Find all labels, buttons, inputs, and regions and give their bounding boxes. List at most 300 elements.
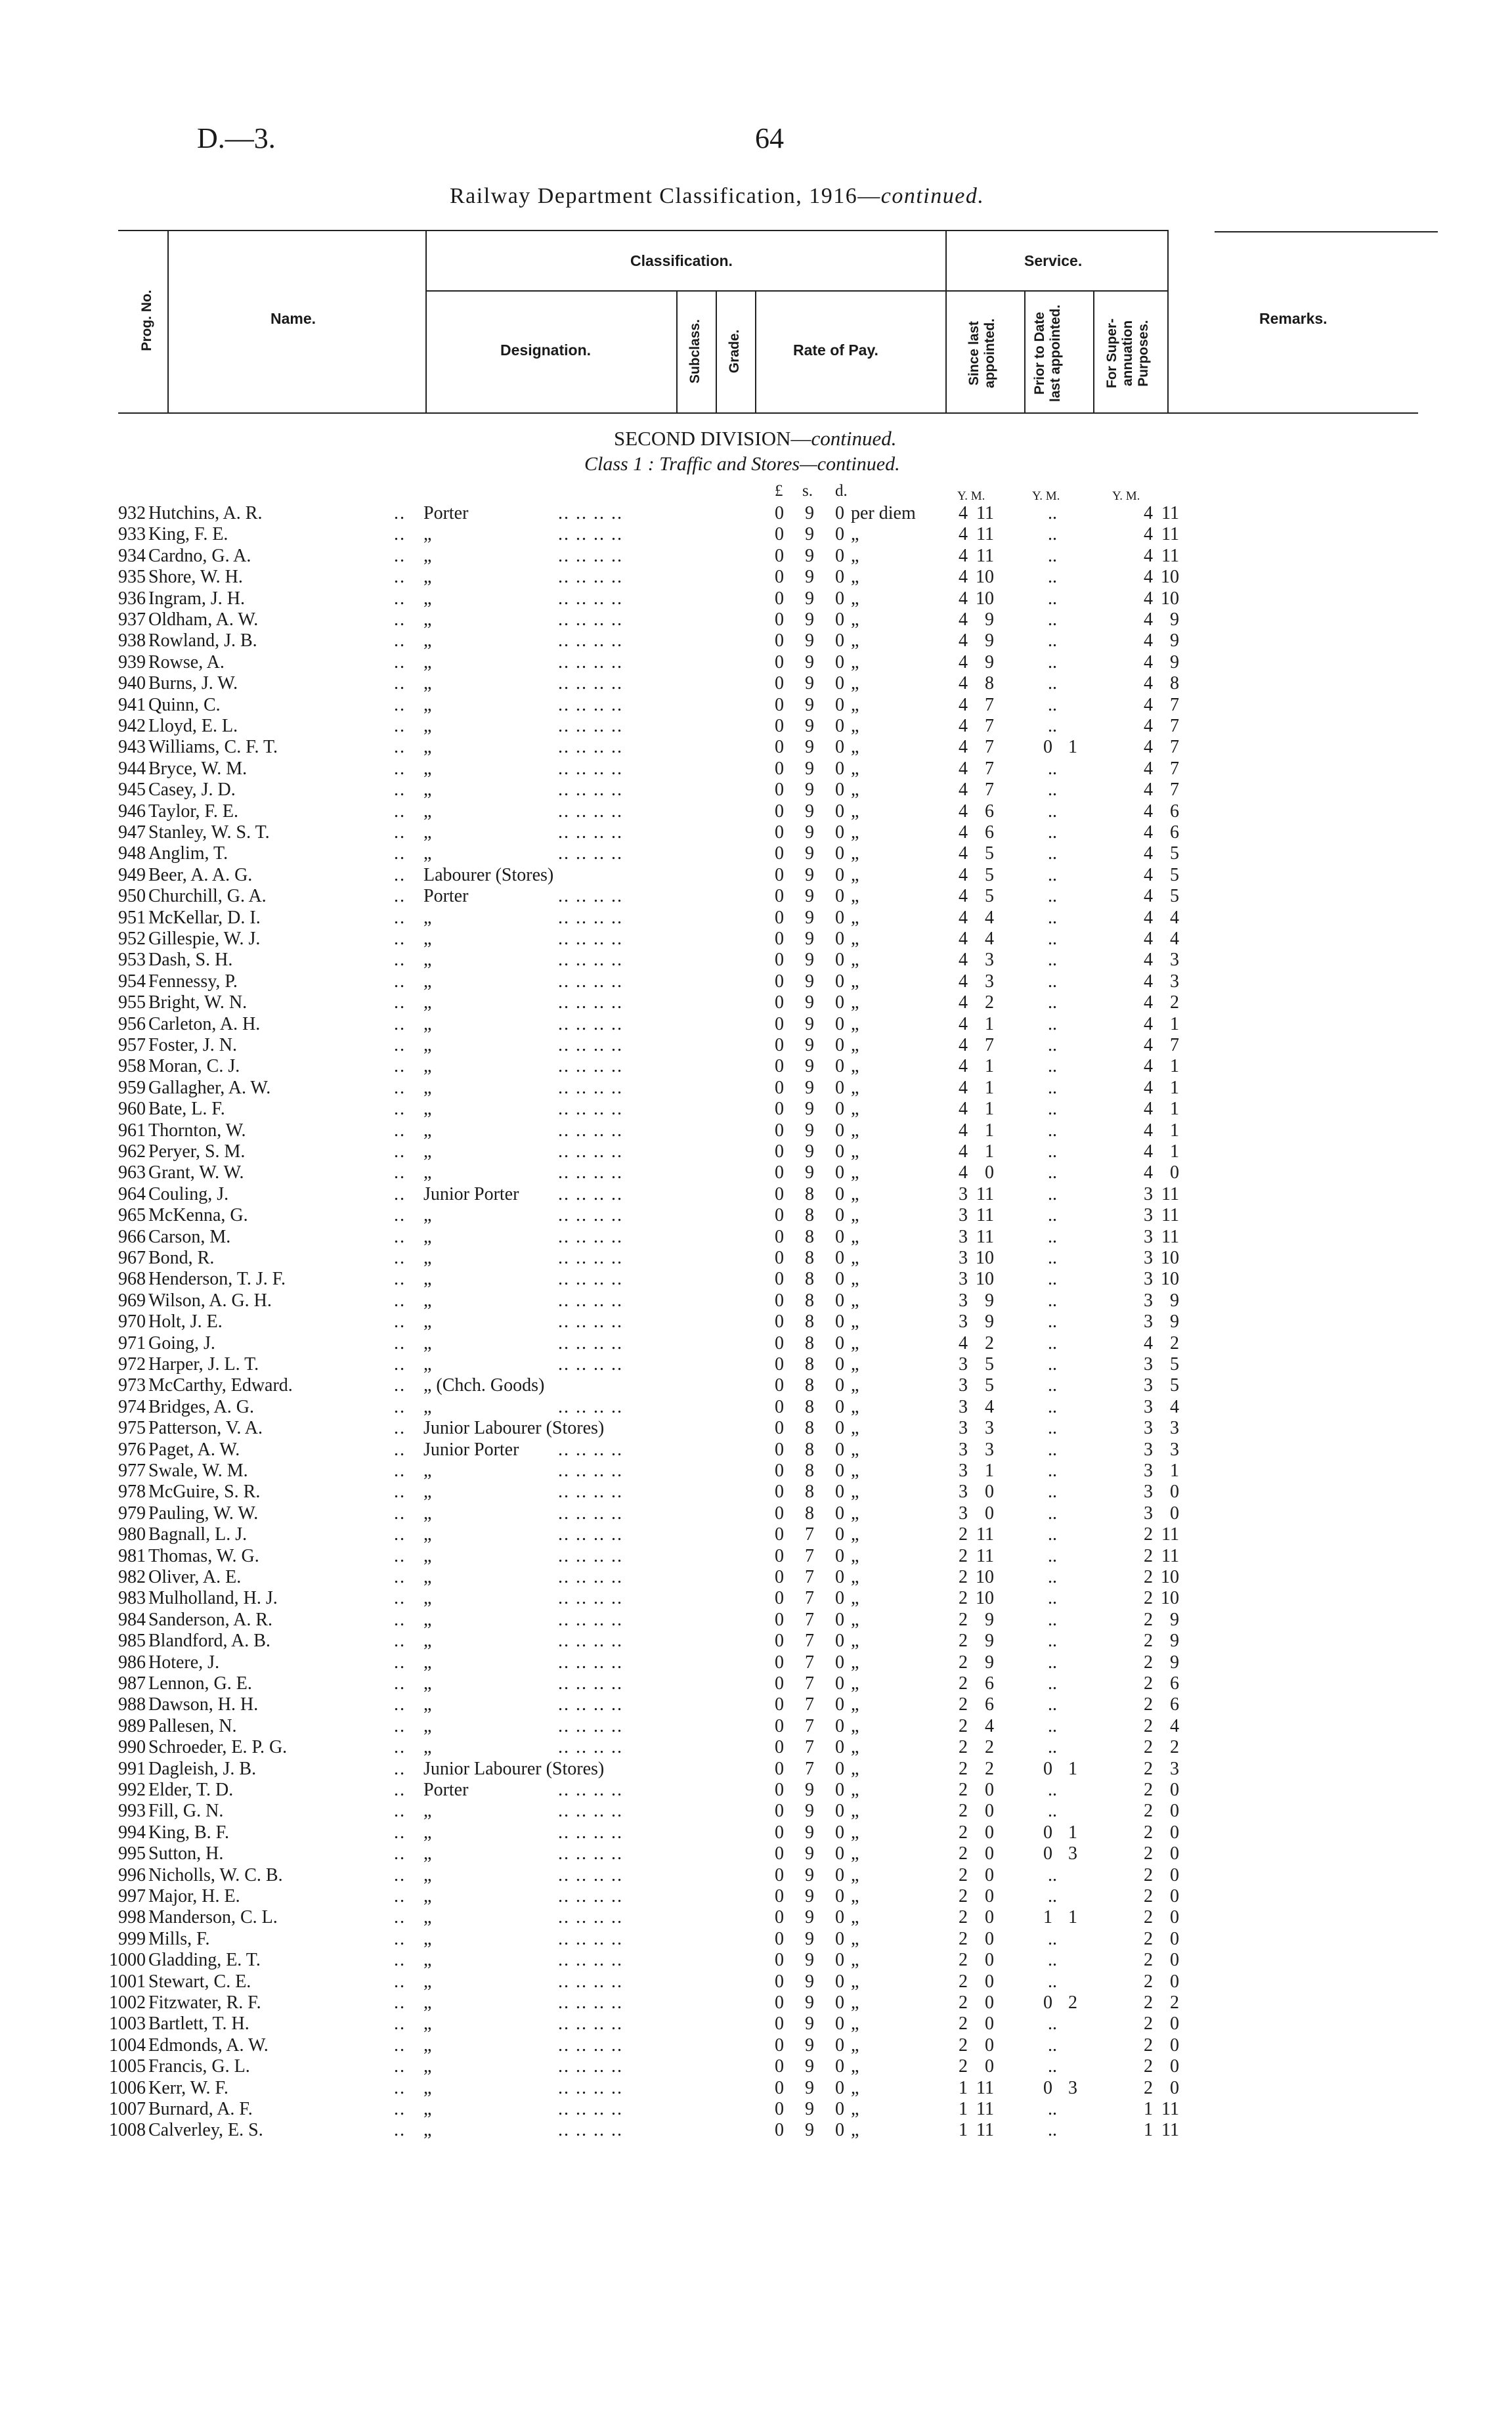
cell-fm: 9 — [1170, 630, 1179, 651]
dot-leader: .. — [394, 1503, 406, 1524]
cell-sm: 11 — [976, 2120, 994, 2141]
dot-leader: .. .. .. .. — [558, 843, 623, 864]
table-row — [0, 1461, 1512, 1482]
cell-des: „ — [423, 1631, 432, 1652]
cell-sy: 4 — [959, 780, 968, 801]
cell-d: 0 — [835, 2056, 844, 2077]
cell-fm: 1 — [1170, 1013, 1179, 1034]
dot-leader: .. .. .. .. — [558, 651, 623, 672]
cell-sy: 2 — [959, 1801, 968, 1822]
cell-name: Edmonds, A. W. — [148, 2035, 269, 2056]
table-row — [0, 1440, 1512, 1461]
cell-no: 998 — [118, 1907, 146, 1928]
cell-fy: 3 — [1144, 1375, 1153, 1396]
cell-sm: 7 — [985, 694, 994, 715]
cell-fy: 2 — [1144, 1992, 1153, 2013]
cell-no: 934 — [118, 545, 146, 566]
cell-des: „ — [423, 1886, 432, 1906]
cell-per: „ — [851, 1907, 859, 1928]
dot-leader: .. — [394, 1396, 406, 1417]
cell-d: 0 — [835, 1758, 844, 1779]
table-row — [0, 588, 1512, 609]
cell-no: 1000 — [109, 1950, 146, 1971]
cell-name: Harper, J. L. T. — [148, 1354, 259, 1375]
cell-l: 0 — [775, 1801, 784, 1822]
dot-leader: .. — [394, 1099, 406, 1120]
cell-fm: 11 — [1161, 1183, 1179, 1204]
cell-pm: 3 — [1068, 2077, 1077, 2098]
cell-des: „ — [423, 651, 432, 672]
dot-leader: .. — [394, 1120, 406, 1141]
table-row — [0, 673, 1512, 694]
cell-sy: 2 — [959, 1588, 968, 1609]
cell-per: „ — [851, 1226, 859, 1247]
cell-name: Fennessy, P. — [148, 971, 238, 992]
dot-leader: .. .. .. .. — [558, 1971, 623, 1992]
cell-per: „ — [851, 1950, 859, 1971]
cell-per: „ — [851, 1886, 859, 1906]
cell-d: 0 — [835, 1631, 844, 1652]
dot-leader: .. — [394, 801, 406, 822]
dot-leader: .. — [394, 1864, 406, 1885]
cell-s: 7 — [805, 1609, 814, 1630]
dot-leader: .. .. .. .. — [558, 1992, 623, 2013]
cell-sy: 3 — [959, 1503, 968, 1524]
cell-sm: 6 — [985, 1673, 994, 1694]
cell-s: 8 — [805, 1375, 814, 1396]
cell-sm: 0 — [985, 1162, 994, 1183]
cell-sm: 0 — [985, 1928, 994, 1949]
cell-fm: 4 — [1170, 1715, 1179, 1736]
cell-name: McCarthy, Edward. — [148, 1375, 293, 1396]
cell-sy: 4 — [959, 950, 968, 971]
cell-fy: 4 — [1144, 609, 1153, 630]
cell-per: „ — [851, 567, 859, 588]
cell-l: 0 — [775, 1652, 784, 1673]
cell-l: 0 — [775, 694, 784, 715]
cell-no: 1004 — [109, 2035, 146, 2056]
cell-s: 9 — [805, 545, 814, 566]
cell-sy: 2 — [959, 2056, 968, 2077]
cell-per: „ — [851, 1715, 859, 1736]
cell-fy: 3 — [1144, 1226, 1153, 1247]
cell-s: 7 — [805, 1694, 814, 1715]
cell-l: 0 — [775, 1183, 784, 1204]
cell-fy: 4 — [1144, 780, 1153, 801]
cell-sm: 5 — [985, 886, 994, 907]
cell-name: Bright, W. N. — [148, 992, 248, 1013]
dot-leader: .. — [1048, 2120, 1057, 2141]
cell-d: 0 — [835, 545, 844, 566]
dot-leader: .. — [394, 1652, 406, 1673]
cell-fy: 2 — [1144, 1950, 1153, 1971]
cell-sy: 2 — [959, 1609, 968, 1630]
cell-fy: 4 — [1144, 992, 1153, 1013]
dot-leader: .. .. .. .. — [558, 1013, 623, 1034]
cell-d: 0 — [835, 1482, 844, 1503]
cell-l: 0 — [775, 651, 784, 672]
cell-no: 979 — [118, 1503, 146, 1524]
table-row — [0, 2120, 1512, 2141]
dot-leader: .. — [1048, 886, 1057, 907]
cell-fm: 0 — [1170, 1950, 1179, 1971]
cell-sy: 4 — [959, 1120, 968, 1141]
cell-name: Lennon, G. E. — [148, 1673, 252, 1694]
cell-per: „ — [851, 1758, 859, 1779]
cell-des: „ — [423, 950, 432, 971]
section-title-continued: continued. — [811, 427, 897, 450]
page-title-continued: continued. — [880, 184, 985, 208]
dot-leader: .. — [394, 1567, 406, 1587]
cell-l: 0 — [775, 1013, 784, 1034]
cell-per: „ — [851, 1375, 859, 1396]
dot-leader: .. — [394, 1758, 406, 1779]
table-row — [0, 759, 1512, 780]
cell-fy: 2 — [1144, 2035, 1153, 2056]
dot-leader: .. .. .. .. — [558, 716, 623, 736]
cell-l: 0 — [775, 1567, 784, 1587]
cell-per: „ — [851, 1482, 859, 1503]
cell-des: „ — [423, 2120, 432, 2141]
cell-per: „ — [851, 1864, 859, 1885]
cell-no: 999 — [118, 1928, 146, 1949]
cell-fy: 3 — [1144, 1269, 1153, 1290]
cell-des: „ — [423, 907, 432, 928]
cell-sy: 3 — [959, 1396, 968, 1417]
cell-fy: 1 — [1144, 2099, 1153, 2119]
table-row — [0, 2078, 1512, 2099]
cell-fy: 3 — [1144, 1354, 1153, 1375]
header-col-divider — [1024, 290, 1026, 412]
cell-l: 0 — [775, 1354, 784, 1375]
cell-fm: 0 — [1170, 1801, 1179, 1822]
cell-sm: 7 — [985, 758, 994, 779]
cell-per: „ — [851, 1077, 859, 1098]
cell-s: 9 — [805, 1780, 814, 1800]
cell-sm: 9 — [985, 609, 994, 630]
header-col-divider — [1167, 230, 1169, 412]
cell-s: 9 — [805, 673, 814, 694]
cell-fy: 3 — [1144, 1418, 1153, 1439]
dot-leader: .. — [1048, 630, 1057, 651]
cell-des: „ — [423, 1992, 432, 2013]
dot-leader: .. — [1048, 1056, 1057, 1077]
cell-s: 8 — [805, 1183, 814, 1204]
cell-des: „ — [423, 1567, 432, 1587]
cell-sm: 0 — [985, 1907, 994, 1928]
cell-fm: 9 — [1170, 1631, 1179, 1652]
cell-fm: 0 — [1170, 1886, 1179, 1906]
cell-fm: 9 — [1170, 609, 1179, 630]
cell-des: „ — [423, 1524, 432, 1545]
cell-des: „ — [423, 545, 432, 566]
cell-des: „ — [423, 843, 432, 864]
cell-fy: 4 — [1144, 694, 1153, 715]
cell-d: 0 — [835, 1801, 844, 1822]
cell-per: „ — [851, 651, 859, 672]
dot-leader: .. .. .. .. — [558, 1099, 623, 1120]
table-row — [0, 1375, 1512, 1396]
dot-leader: .. — [394, 822, 406, 843]
cell-des: „ — [423, 929, 432, 949]
dot-leader: .. — [394, 1226, 406, 1247]
cell-name: Patterson, V. A. — [148, 1418, 263, 1439]
cell-fy: 4 — [1144, 929, 1153, 949]
cell-sm: 0 — [985, 1503, 994, 1524]
cell-no: 938 — [118, 630, 146, 651]
cell-fm: 3 — [1170, 950, 1179, 971]
cell-fm: 7 — [1170, 758, 1179, 779]
cell-des: „ — [423, 1141, 432, 1162]
table-row — [0, 1056, 1512, 1077]
cell-l: 0 — [775, 907, 784, 928]
cell-per: „ — [851, 673, 859, 694]
cell-l: 0 — [775, 2056, 784, 2077]
cell-l: 0 — [775, 1992, 784, 2013]
cell-per: „ — [851, 1099, 859, 1120]
cell-no: 949 — [118, 864, 146, 885]
dot-leader: .. — [1048, 992, 1057, 1013]
cell-des: Junior Porter — [423, 1439, 519, 1460]
dot-leader: .. — [1048, 1396, 1057, 1417]
cell-d: 0 — [835, 1864, 844, 1885]
dot-leader: .. .. .. .. — [558, 1396, 623, 1417]
cell-s: 8 — [805, 1461, 814, 1481]
cell-fy: 2 — [1144, 1524, 1153, 1545]
cell-s: 9 — [805, 1950, 814, 1971]
dot-leader: .. .. .. .. — [558, 1162, 623, 1183]
cell-s: 9 — [805, 822, 814, 843]
cell-name: Cardno, G. A. — [148, 545, 251, 566]
cell-fy: 4 — [1144, 971, 1153, 992]
unit-ym-since: Y. M. — [957, 489, 985, 503]
table-row — [0, 524, 1512, 545]
dot-leader: .. — [1048, 1311, 1057, 1332]
cell-fy: 4 — [1144, 737, 1153, 758]
cell-fm: 11 — [1161, 503, 1179, 523]
dot-leader: .. — [1048, 1673, 1057, 1694]
cell-fy: 2 — [1144, 2013, 1153, 2035]
cell-name: Henderson, T. J. F. — [148, 1269, 286, 1290]
table-row — [0, 1950, 1512, 1971]
cell-per: „ — [851, 971, 859, 992]
cell-s: 9 — [805, 588, 814, 609]
dot-leader: .. .. .. .. — [558, 929, 623, 949]
cell-name: Gallagher, A. W. — [148, 1077, 271, 1098]
cell-des: „ — [423, 1354, 432, 1375]
cell-s: 9 — [805, 2035, 814, 2056]
cell-per: „ — [851, 545, 859, 566]
cell-l: 0 — [775, 950, 784, 971]
cell-sm: 5 — [985, 1375, 994, 1396]
cell-py: 0 — [1043, 1822, 1052, 1843]
dot-leader: .. .. .. .. — [558, 2077, 623, 2098]
cell-s: 9 — [805, 950, 814, 971]
cell-des: „ — [423, 1609, 432, 1630]
cell-sy: 3 — [959, 1269, 968, 1290]
cell-des: „ — [423, 1907, 432, 1928]
cell-no: 961 — [118, 1120, 146, 1141]
cell-name: Sanderson, A. R. — [148, 1609, 272, 1630]
dot-leader: .. — [1048, 1928, 1057, 1949]
cell-l: 0 — [775, 1545, 784, 1566]
cell-d: 0 — [835, 1418, 844, 1439]
cell-fm: 10 — [1161, 1269, 1179, 1290]
cell-sm: 3 — [985, 950, 994, 971]
dot-leader: .. — [1048, 1269, 1057, 1290]
table-row — [0, 1737, 1512, 1758]
cell-no: 957 — [118, 1035, 146, 1055]
cell-des: „ — [423, 2077, 432, 2098]
cell-name: Rowland, J. B. — [148, 630, 257, 651]
dot-leader: .. — [1048, 1183, 1057, 1204]
cell-s: 7 — [805, 1715, 814, 1736]
cell-d: 0 — [835, 992, 844, 1013]
table-row — [0, 1652, 1512, 1673]
table-row — [0, 546, 1512, 567]
cell-sy: 4 — [959, 567, 968, 588]
cell-s: 9 — [805, 1013, 814, 1034]
dot-leader: .. — [394, 1588, 406, 1609]
cell-s: 8 — [805, 1482, 814, 1503]
dot-leader: .. .. .. .. — [558, 1503, 623, 1524]
cell-d: 0 — [835, 1673, 844, 1694]
cell-sy: 3 — [959, 1290, 968, 1311]
cell-sm: 3 — [985, 1439, 994, 1460]
header-col-divider — [1093, 290, 1094, 412]
cell-fy: 4 — [1144, 886, 1153, 907]
header-rule-bottom — [118, 412, 1418, 414]
cell-py: 0 — [1043, 1843, 1052, 1864]
cell-no: 950 — [118, 886, 146, 907]
table-row — [0, 992, 1512, 1013]
cell-no: 965 — [118, 1205, 146, 1226]
cell-sm: 7 — [985, 1035, 994, 1055]
cell-sm: 6 — [985, 1694, 994, 1715]
cell-no: 987 — [118, 1673, 146, 1694]
table-row — [0, 1929, 1512, 1950]
cell-fm: 11 — [1161, 524, 1179, 545]
cell-l: 0 — [775, 780, 784, 801]
cell-name: Churchill, G. A. — [148, 886, 267, 907]
cell-sy: 4 — [959, 716, 968, 736]
cell-sy: 4 — [959, 545, 968, 566]
cell-sm: 7 — [985, 780, 994, 801]
unit-ym-prior: Y. M. — [1032, 489, 1060, 503]
cell-d: 0 — [835, 1737, 844, 1758]
cell-sy: 2 — [959, 1524, 968, 1545]
table-row — [0, 1546, 1512, 1567]
cell-no: 980 — [118, 1524, 146, 1545]
cell-s: 9 — [805, 843, 814, 864]
cell-d: 0 — [835, 1822, 844, 1843]
cell-sm: 2 — [985, 1332, 994, 1353]
cell-sy: 4 — [959, 1162, 968, 1183]
table-row — [0, 865, 1512, 886]
cell-sy: 4 — [959, 1056, 968, 1077]
cell-s: 9 — [805, 2120, 814, 2141]
section-title — [614, 427, 897, 451]
table-row — [0, 1716, 1512, 1737]
cell-name: Moran, C. J. — [148, 1056, 240, 1077]
cell-des: „ — [423, 1864, 432, 1885]
cell-per: „ — [851, 1183, 859, 1204]
table-row — [0, 2035, 1512, 2056]
cell-sy: 3 — [959, 1311, 968, 1332]
cell-sm: 2 — [985, 1737, 994, 1758]
table-row — [0, 1801, 1512, 1822]
dot-leader: .. .. .. .. — [558, 1694, 623, 1715]
cell-sm: 6 — [985, 822, 994, 843]
cell-fm: 7 — [1170, 737, 1179, 758]
cell-fy: 2 — [1144, 1801, 1153, 1822]
cell-s: 9 — [805, 1843, 814, 1864]
cell-fm: 6 — [1170, 801, 1179, 822]
cell-s: 9 — [805, 1141, 814, 1162]
cell-no: 996 — [118, 1864, 146, 1885]
dot-leader: .. — [1048, 1588, 1057, 1609]
cell-sy: 3 — [959, 1248, 968, 1268]
cell-fy: 2 — [1144, 1907, 1153, 1928]
dot-leader: .. — [394, 1482, 406, 1503]
cell-d: 0 — [835, 780, 844, 801]
cell-s: 9 — [805, 2013, 814, 2035]
dot-leader: .. — [1048, 1694, 1057, 1715]
cell-d: 0 — [835, 737, 844, 758]
cell-l: 0 — [775, 2099, 784, 2119]
cell-sy: 2 — [959, 1928, 968, 1949]
cell-name: Shore, W. H. — [148, 567, 243, 588]
dot-leader: .. — [394, 1269, 406, 1290]
dot-leader: .. .. .. .. — [558, 1354, 623, 1375]
cell-d: 0 — [835, 1545, 844, 1566]
cell-name: Ingram, J. H. — [148, 588, 245, 609]
cell-s: 7 — [805, 1588, 814, 1609]
dot-leader: .. — [1048, 801, 1057, 822]
cell-fm: 0 — [1170, 1503, 1179, 1524]
dot-leader: .. .. .. .. — [558, 545, 623, 566]
table-row — [0, 1694, 1512, 1715]
dot-leader: .. — [394, 716, 406, 736]
cell-fy: 2 — [1144, 2077, 1153, 2098]
cell-name: Mulholland, H. J. — [148, 1588, 278, 1609]
cell-name: Burnard, A. F. — [148, 2099, 253, 2119]
dot-leader: .. — [394, 503, 406, 523]
cell-sm: 0 — [985, 1971, 994, 1992]
cell-no: 993 — [118, 1801, 146, 1822]
cell-sy: 4 — [959, 694, 968, 715]
cell-name: Nicholls, W. C. B. — [148, 1864, 283, 1885]
cell-name: Taylor, F. E. — [148, 801, 238, 822]
cell-sy: 2 — [959, 1780, 968, 1800]
cell-l: 0 — [775, 1141, 784, 1162]
dot-leader: .. — [1048, 1545, 1057, 1566]
cell-l: 0 — [775, 1290, 784, 1311]
cell-fm: 0 — [1170, 1971, 1179, 1992]
cell-d: 0 — [835, 1013, 844, 1034]
cell-d: 0 — [835, 524, 844, 545]
cell-per: „ — [851, 1205, 859, 1226]
cell-no: 942 — [118, 716, 146, 736]
cell-name: Dawson, H. H. — [148, 1694, 259, 1715]
cell-s: 8 — [805, 1226, 814, 1247]
cell-fm: 0 — [1170, 1864, 1179, 1885]
cell-fy: 4 — [1144, 950, 1153, 971]
header-for-superannuation: For Super-annuation Purposes. — [1104, 318, 1151, 389]
cell-name: Rowse, A. — [148, 651, 225, 672]
cell-des: „ — [423, 1822, 432, 1843]
cell-fy: 4 — [1144, 758, 1153, 779]
